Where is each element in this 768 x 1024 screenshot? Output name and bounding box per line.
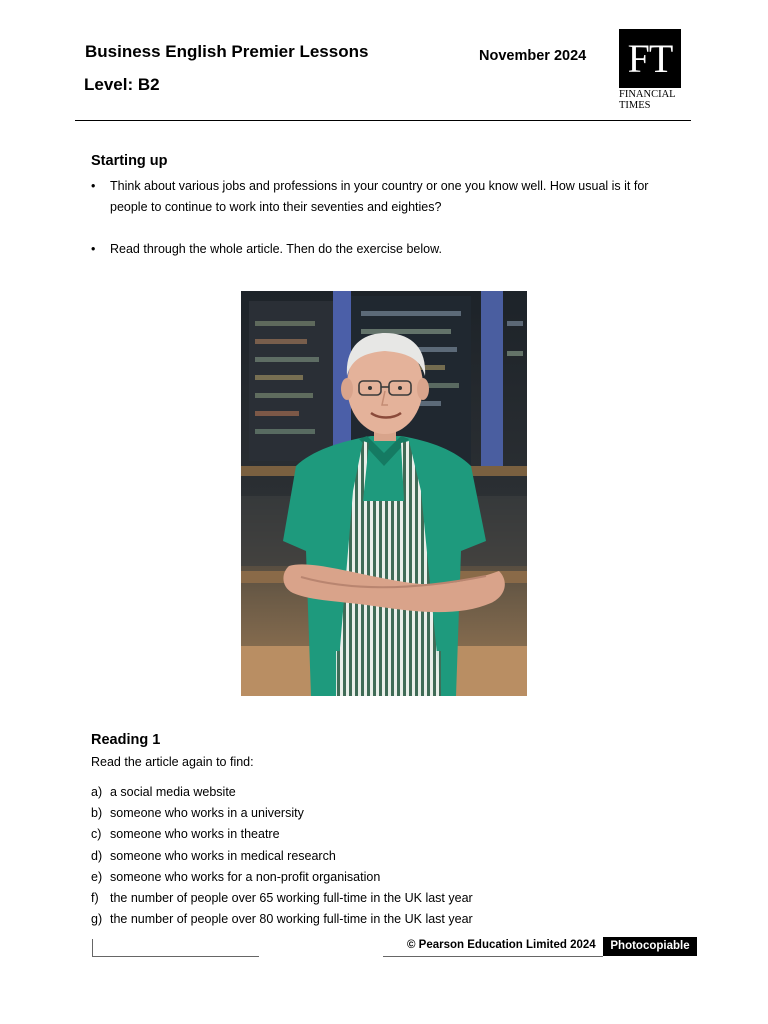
item-letter: d) <box>91 848 103 863</box>
list-item <box>91 803 473 824</box>
item-text: the number of people over 65 working full-time in the UK last year <box>110 891 473 906</box>
senior-man-in-apron-photo <box>241 291 527 696</box>
list-item <box>91 782 473 803</box>
reading-1-intro: Read the article again to find: <box>91 755 254 769</box>
footer-right-line <box>383 956 603 957</box>
item-letter: f) <box>91 891 99 906</box>
item-letter: c) <box>91 827 102 842</box>
item-letter: b) <box>91 806 103 821</box>
ft-logo: FT <box>619 29 681 88</box>
item-text: someone who works for a non-profit organisation <box>110 869 381 884</box>
level-label: Level: B2 <box>84 75 160 94</box>
issue-date: November 2024 <box>479 48 587 64</box>
list-item <box>91 888 473 909</box>
footer-left-line <box>92 956 259 957</box>
list-item <box>91 909 473 930</box>
reading-1-heading: Reading 1 <box>91 732 161 748</box>
copyright-notice: © Pearson Education Limited 2024 <box>407 939 596 951</box>
photocopiable-badge: Photocopiable <box>603 937 697 956</box>
item-text: someone who works in a university <box>110 806 304 821</box>
item-letter: g) <box>91 912 103 927</box>
list-item <box>91 824 473 845</box>
footer-left-bracket <box>92 939 93 956</box>
item-text: someone who works in medical research <box>110 848 336 863</box>
starting-up-list <box>91 176 681 281</box>
reading-1-list <box>91 782 473 930</box>
item-text: the number of people over 80 working full-time in the UK last year <box>110 912 473 927</box>
header-divider <box>75 120 691 121</box>
starting-up-heading: Starting up <box>91 153 168 169</box>
item-letter: a) <box>91 785 103 799</box>
list-item <box>91 846 473 867</box>
list-item <box>91 867 473 888</box>
ft-logo-line2: TIMES <box>619 99 651 111</box>
item-letter: e) <box>91 869 103 884</box>
list-item: • Read through the whole article. Then do the exercise below. <box>91 239 681 260</box>
item-text: a social media website <box>110 785 236 799</box>
list-item: • Think about various jobs and professions in your country or one you know well. How usual is it for people to continue to work into their seventies and eighties? <box>91 176 681 218</box>
ft-logo-text <box>619 90 689 111</box>
item-text: someone who works in theatre <box>110 827 280 842</box>
course-title: Business English Premier Lessons <box>85 42 369 61</box>
ft-logo-line1: FINANCIAL <box>619 89 676 100</box>
